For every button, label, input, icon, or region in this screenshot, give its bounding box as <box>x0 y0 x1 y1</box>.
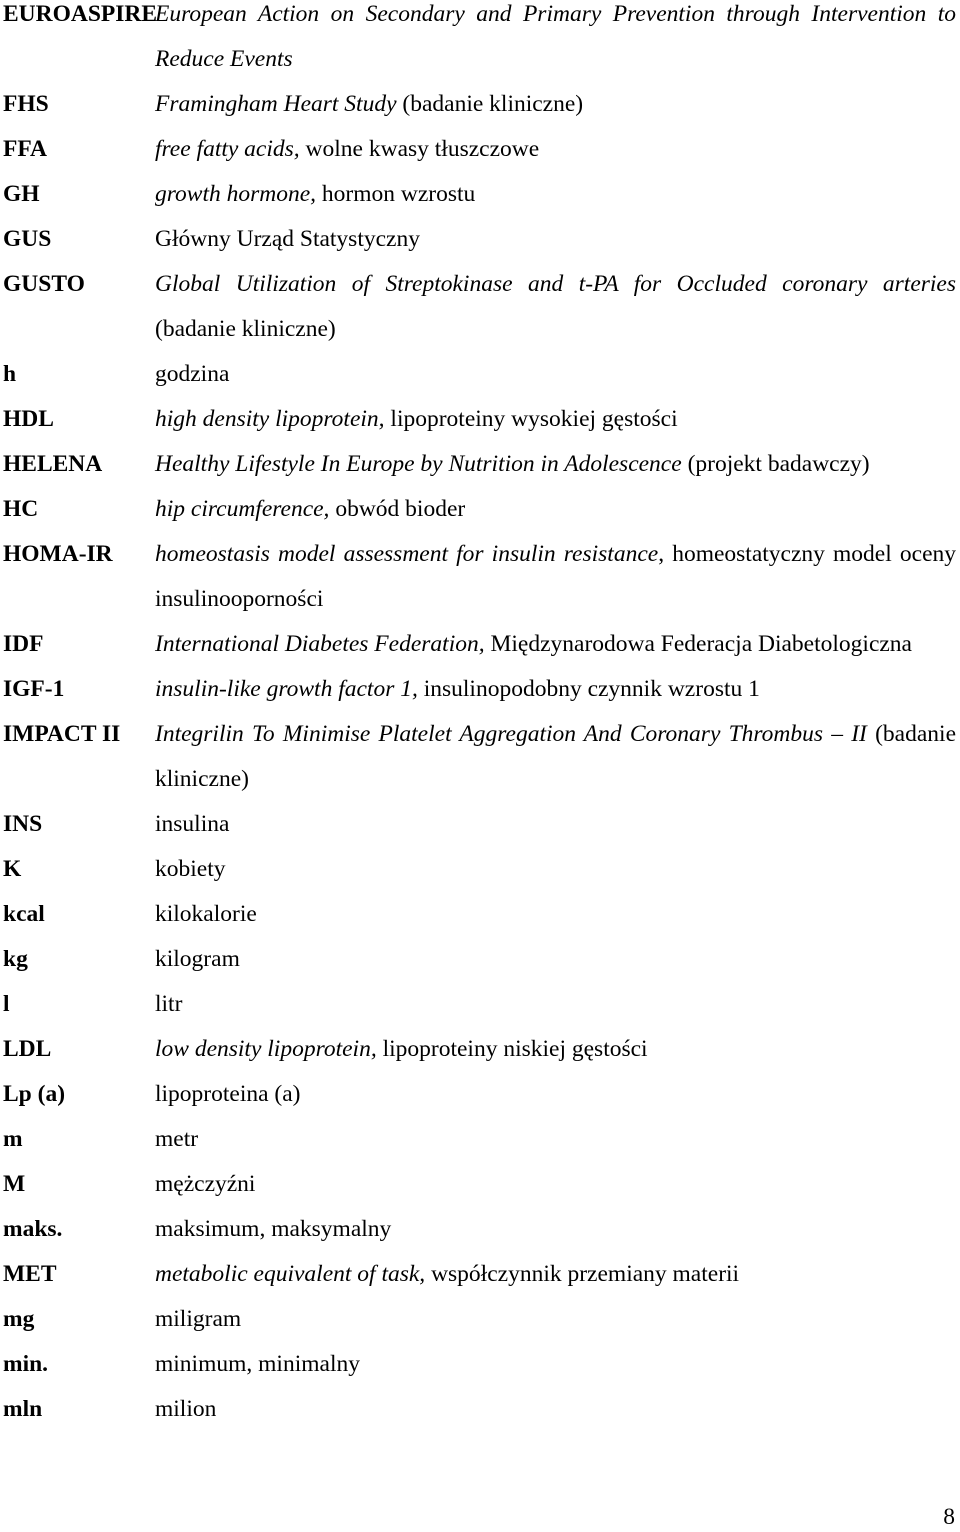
abbreviation: GUSTO <box>3 271 85 297</box>
abbreviation-entry <box>3 1252 956 1297</box>
abbreviation: mln <box>3 1396 43 1422</box>
polish-term: lipoproteina (a) <box>155 1081 301 1107</box>
abbreviation-entry <box>3 1117 956 1162</box>
abbreviation-entry <box>3 532 956 622</box>
polish-term: obwód bioder <box>329 496 466 522</box>
abbreviation-entry <box>3 262 956 352</box>
polish-term: miligram <box>155 1306 242 1332</box>
abbreviation: IMPACT II <box>3 721 121 747</box>
polish-term: hormon wzrostu <box>316 181 476 207</box>
abbreviation: MET <box>3 1261 57 1287</box>
abbreviation-entry <box>3 127 956 172</box>
abbreviation-entry <box>3 802 956 847</box>
abbreviation: min. <box>3 1351 49 1377</box>
definition <box>155 262 956 352</box>
english-term: free fatty acids, <box>155 136 300 162</box>
english-term: high density lipoprotein, <box>155 406 385 432</box>
english-term: Global Utilization of Streptokinase and t-PA for Occluded coronary arteries <box>155 271 956 297</box>
definition <box>155 847 956 892</box>
abbreviation-entry <box>3 712 956 802</box>
abbreviation: h <box>3 361 17 387</box>
polish-term: metr <box>155 1126 199 1152</box>
abbreviation-entry <box>3 442 956 487</box>
definition <box>155 352 956 397</box>
abbreviation: kcal <box>3 901 45 927</box>
abbreviation: mg <box>3 1306 35 1332</box>
english-term: European Action on Secondary and Primary Prevention through Intervention to Reduce Events <box>155 1 956 72</box>
polish-term: wolne kwasy tłuszczowe <box>299 136 540 162</box>
definition <box>155 892 956 937</box>
definition <box>155 172 956 217</box>
abbreviation: IGF-1 <box>3 676 65 702</box>
polish-term: (badanie kliniczne) <box>155 316 336 342</box>
polish-term: kilokalorie <box>155 901 257 927</box>
definition <box>155 1252 956 1297</box>
definition <box>155 802 956 847</box>
definition <box>155 1342 956 1387</box>
polish-term: (badanie kliniczne) <box>155 721 956 792</box>
abbreviation: m <box>3 1126 23 1152</box>
abbreviation-entry <box>3 172 956 217</box>
english-term: Integrilin To Minimise Platelet Aggregation And Coronary Thrombus – II <box>155 721 867 747</box>
english-term: hip circumference, <box>155 496 330 522</box>
abbreviation-list <box>3 0 956 1432</box>
abbreviation: LDL <box>3 1036 52 1062</box>
definition <box>155 532 956 622</box>
abbreviation-entry <box>3 982 956 1027</box>
polish-term: Główny Urząd Statystyczny <box>155 226 420 252</box>
abbreviation-entry <box>3 82 956 127</box>
abbreviation: FFA <box>3 136 47 162</box>
polish-term: litr <box>155 991 183 1017</box>
abbreviation: GUS <box>3 226 52 252</box>
abbreviation: EUROASPIRE <box>3 1 158 27</box>
definition <box>155 487 956 532</box>
abbreviation: M <box>3 1171 26 1197</box>
definition <box>155 82 956 127</box>
english-term: International Diabetes Federation, <box>155 631 485 657</box>
english-term: insulin-like growth factor 1, <box>155 676 418 702</box>
page-number: 8 <box>943 1504 955 1530</box>
definition <box>155 667 956 712</box>
definition <box>155 1027 956 1072</box>
definition <box>155 982 956 1027</box>
abbreviation-entry <box>3 1027 956 1072</box>
abbreviation-entry <box>3 622 956 667</box>
english-term: Healthy Lifestyle In Europe by Nutrition in Adolescence <box>155 451 682 477</box>
english-term: low density lipoprotein, <box>155 1036 377 1062</box>
abbreviation-entry <box>3 847 956 892</box>
definition <box>155 1117 956 1162</box>
polish-term: lipoproteiny niskiej gęstości <box>376 1036 648 1062</box>
abbreviation-entry <box>3 487 956 532</box>
abbreviation: K <box>3 856 22 882</box>
abbreviation-entry <box>3 352 956 397</box>
polish-term: insulinopodobny czynnik wzrostu 1 <box>417 676 760 702</box>
abbreviation: Lp (a) <box>3 1081 66 1107</box>
definition <box>155 217 956 262</box>
english-term: growth hormone, <box>155 181 317 207</box>
definition <box>155 937 956 982</box>
abbreviation-entry <box>3 1297 956 1342</box>
definition <box>155 622 956 667</box>
definition <box>155 1072 956 1117</box>
definition <box>155 1207 956 1252</box>
definition <box>155 127 956 172</box>
polish-term: współczynnik przemiany materii <box>425 1261 740 1287</box>
polish-term: lipoproteiny wysokiej gęstości <box>384 406 678 432</box>
definition <box>155 442 956 487</box>
abbreviation-entry <box>3 1207 956 1252</box>
abbreviation: HELENA <box>3 451 103 477</box>
definition <box>155 0 956 82</box>
abbreviation-entry <box>3 1072 956 1117</box>
abbreviation: IDF <box>3 631 44 657</box>
definition <box>155 1387 956 1432</box>
english-term: homeostasis model assessment for insulin resistance <box>155 541 659 567</box>
abbreviation: kg <box>3 946 28 972</box>
abbreviation-entry <box>3 1387 956 1432</box>
polish-term: kobiety <box>155 856 226 882</box>
abbreviation: GH <box>3 181 40 207</box>
polish-term: , homeostatyczny model oceny insulinooporności <box>155 541 956 612</box>
english-term: Framingham Heart Study <box>155 91 397 117</box>
polish-term: mężczyźni <box>155 1171 256 1197</box>
definition <box>155 712 956 802</box>
polish-term: insulina <box>155 811 230 837</box>
definition <box>155 1162 956 1207</box>
abbreviation: l <box>3 991 10 1017</box>
polish-term: (projekt badawczy) <box>681 451 870 477</box>
abbreviation: HDL <box>3 406 54 432</box>
polish-term: Międzynarodowa Federacja Diabetologiczna <box>484 631 912 657</box>
abbreviation: FHS <box>3 91 49 117</box>
polish-term: kilogram <box>155 946 240 972</box>
abbreviation-entry <box>3 937 956 982</box>
definition <box>155 1297 956 1342</box>
abbreviation: HOMA-IR <box>3 541 113 567</box>
definition <box>155 397 956 442</box>
polish-term: maksimum, maksymalny <box>155 1216 392 1242</box>
polish-term: milion <box>155 1396 217 1422</box>
english-term: metabolic equivalent of task, <box>155 1261 426 1287</box>
polish-term: godzina <box>155 361 230 387</box>
abbreviation-entry <box>3 217 956 262</box>
polish-term: minimum, minimalny <box>155 1351 360 1377</box>
abbreviation-entry <box>3 1342 956 1387</box>
abbreviation-entry <box>3 892 956 937</box>
abbreviation-entry <box>3 667 956 712</box>
abbreviation-entry <box>3 0 956 82</box>
abbreviation-entry <box>3 1162 956 1207</box>
abbreviation: HC <box>3 496 39 522</box>
abbreviation: INS <box>3 811 43 837</box>
polish-term: (badanie kliniczne) <box>396 91 584 117</box>
abbreviation-entry <box>3 397 956 442</box>
abbreviation: maks. <box>3 1216 63 1242</box>
